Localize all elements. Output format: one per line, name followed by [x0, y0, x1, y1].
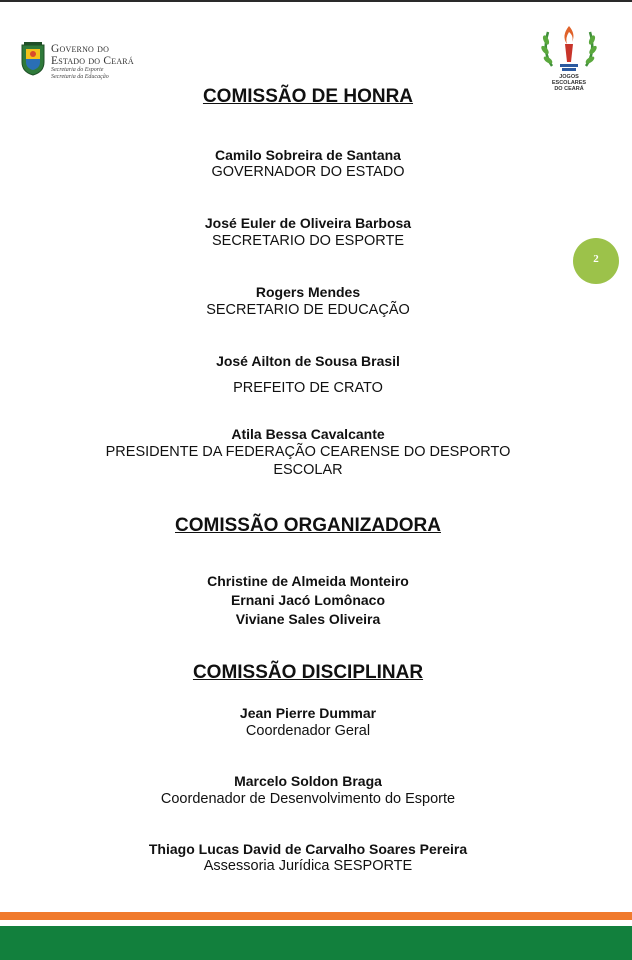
honra-member-1-name: Camilo Sobreira de Santana: [215, 147, 401, 163]
jogos-logo-line1: JOGOS: [559, 74, 579, 80]
honra-member-4-name: José Ailton de Sousa Brasil: [216, 353, 400, 369]
disciplinar-member-2-name: Marcelo Soldon Braga: [234, 773, 382, 789]
jogos-escolares-logo: [538, 22, 600, 96]
heading-comissao-honra: COMISSÃO DE HONRA: [202, 86, 414, 107]
governo-ceara-logo: [20, 40, 144, 84]
ceara-crest-icon: [20, 42, 46, 76]
honra-member-5-role-line2: ESCOLAR: [273, 462, 343, 478]
honra-member-3-name: Rogers Mendes: [255, 284, 361, 300]
disciplinar-member-3-role: Assessoria Jurídica SESPORTE: [203, 858, 413, 874]
honra-member-2-name: José Euler de Oliveira Barbosa: [204, 215, 412, 231]
organizadora-member-3: Viviane Sales Oliveira: [235, 611, 381, 627]
jogos-logo-line3: DO CEARÁ: [554, 86, 584, 92]
organizadora-member-2: Ernani Jacó Lomônaco: [230, 592, 386, 608]
honra-member-3-role: SECRETARIO DE EDUCAÇÃO: [206, 302, 410, 318]
gov-logo-line1: Governo do: [51, 43, 110, 55]
top-rule: [0, 0, 632, 2]
jogos-logo-line2: ESCOLARES: [551, 80, 587, 86]
honra-member-5-name: Atila Bessa Cavalcante: [231, 426, 385, 442]
heading-comissao-organizadora: COMISSÃO ORGANIZADORA: [175, 515, 441, 536]
footer-green-band: [0, 926, 632, 960]
gov-logo-text: [51, 43, 134, 81]
honra-member-4-role: PREFEITO DE CRATO: [233, 380, 383, 396]
page-number-badge: 2: [573, 238, 619, 284]
organizadora-member-1: Christine de Almeida Monteiro: [207, 573, 409, 589]
disciplinar-member-1-name: Jean Pierre Dummar: [239, 705, 377, 721]
footer-orange-stripe: [0, 912, 632, 920]
disciplinar-member-1-role: Coordenador Geral: [245, 723, 371, 739]
honra-member-2-role: SECRETARIO DO ESPORTE: [211, 233, 405, 249]
disciplinar-member-3-name: Thiago Lucas David de Carvalho Soares Pereira: [148, 841, 468, 857]
honra-member-1-role: GOVERNADOR DO ESTADO: [211, 164, 405, 180]
heading-comissao-disciplinar: COMISSÃO DISCIPLINAR: [192, 662, 424, 683]
disciplinar-member-2-role: Coordenador de Desenvolvimento do Esporte: [160, 791, 456, 807]
honra-member-5-role-line1: PRESIDENTE DA FEDERAÇÃO CEARENSE DO DESPORTO: [105, 444, 511, 460]
gov-logo-sub1: Secretaria do Esporte: [51, 67, 104, 73]
gov-logo-line2: Estado do Ceará: [51, 55, 134, 67]
laurel-torch-icon: [538, 22, 600, 74]
gov-logo-sub2: Secretaria da Educação: [51, 74, 109, 80]
